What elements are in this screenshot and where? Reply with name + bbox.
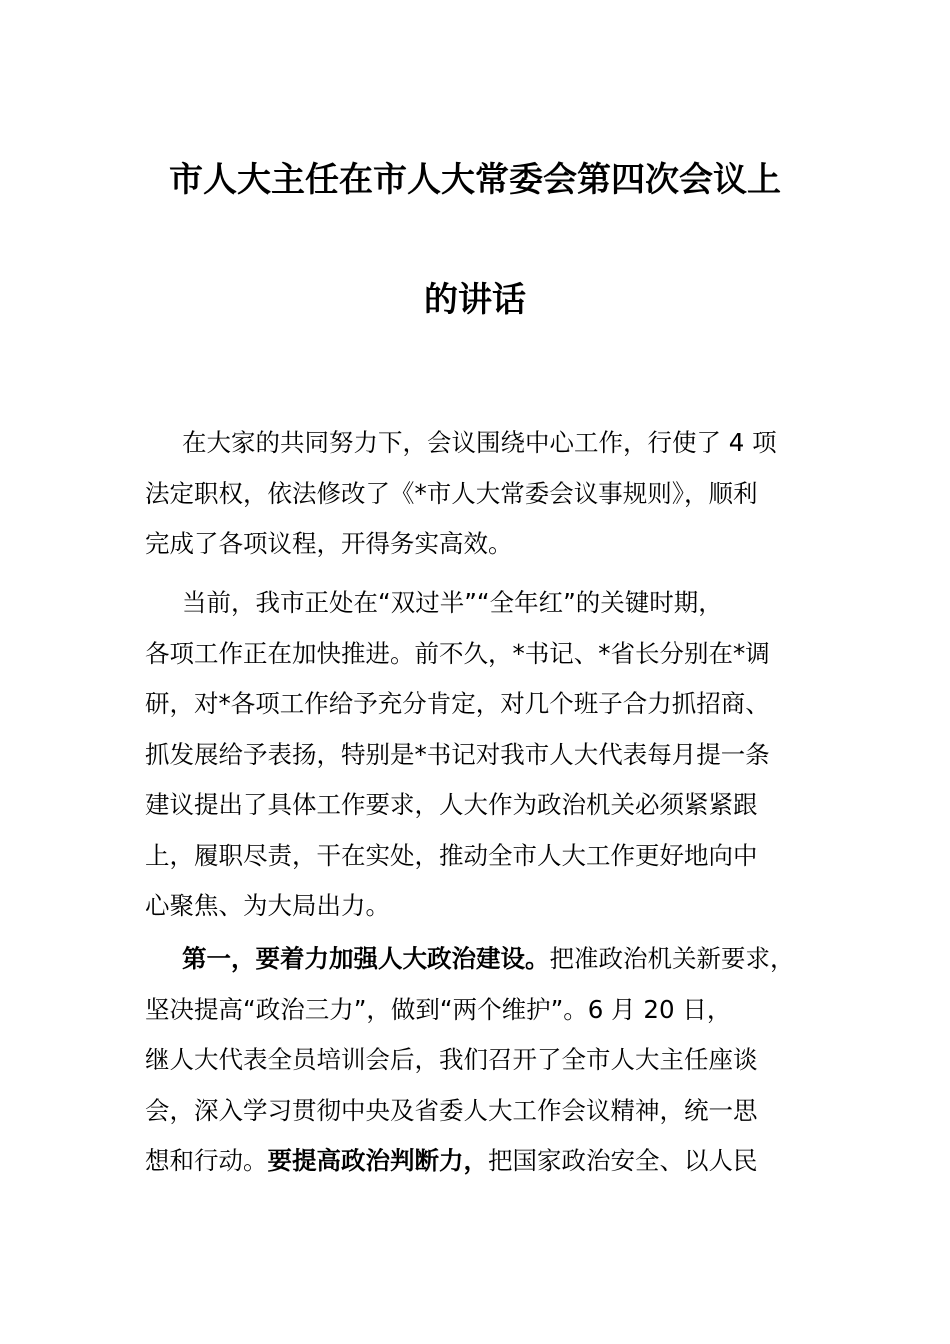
paragraph-line: 心聚焦、为大局出力。 bbox=[145, 891, 390, 920]
line-text: 想和行动。 bbox=[145, 1146, 268, 1175]
paragraph-line bbox=[145, 1136, 810, 1187]
paragraph-line: 继人大代表全员培训会后，我们召开了全市人大主任座谈 bbox=[145, 1045, 758, 1074]
paragraph-line: 坚决提高“政治三力”，做到“两个维护”。6 月 20 日， bbox=[145, 994, 732, 1024]
paragraph-1 bbox=[145, 418, 810, 570]
document-title-line-1: 市人大主任在市人大常委会第四次会议上 bbox=[169, 160, 781, 200]
paragraph-3 bbox=[145, 934, 810, 1187]
paragraph-line: 会，深入学习贯彻中央及省委人大工作会议精神，统一思 bbox=[145, 1095, 758, 1125]
paragraph-line: 当前，我市正处在“双过半”“全年红”的关键时期， bbox=[182, 588, 723, 617]
bold-heading-first: 第一，要着力加强人大政治建设。 bbox=[182, 944, 550, 973]
paragraph-line: 建议提出了具体工作要求，人大作为政治机关必须紧紧跟 bbox=[145, 790, 758, 819]
paragraph-line: 各项工作正在加快推进。前不久，*书记、*省长分别在*调 bbox=[145, 638, 770, 668]
paragraph-line: 法定职权，依法修改了《*市人大常委会议事规则》，顺利 bbox=[145, 478, 758, 508]
bold-subheading: 要提高政治判断力， bbox=[267, 1146, 488, 1175]
paragraph-line: 研，对*各项工作给予充分肯定，对几个班子合力抓招商、 bbox=[145, 689, 770, 718]
line-text: 把准政治机关新要求， bbox=[549, 944, 795, 973]
line-text: 把国家政治安全、以人民 bbox=[488, 1146, 758, 1175]
paragraph-2 bbox=[145, 578, 810, 932]
paragraph-line bbox=[145, 934, 810, 985]
paragraph-line: 在大家的共同努力下，会议围绕中心工作，行使了 4 项 bbox=[182, 428, 777, 457]
paragraph-line: 上，履职尽责，干在实处，推动全市人大工作更好地向中 bbox=[145, 840, 758, 870]
paragraph-line: 完成了各项议程，开得务实高效。 bbox=[145, 529, 513, 558]
document-title-line-2: 的讲话 bbox=[424, 280, 526, 320]
paragraph-line: 抓发展给予表扬，特别是*书记对我市人大代表每月提一条 bbox=[145, 739, 770, 769]
